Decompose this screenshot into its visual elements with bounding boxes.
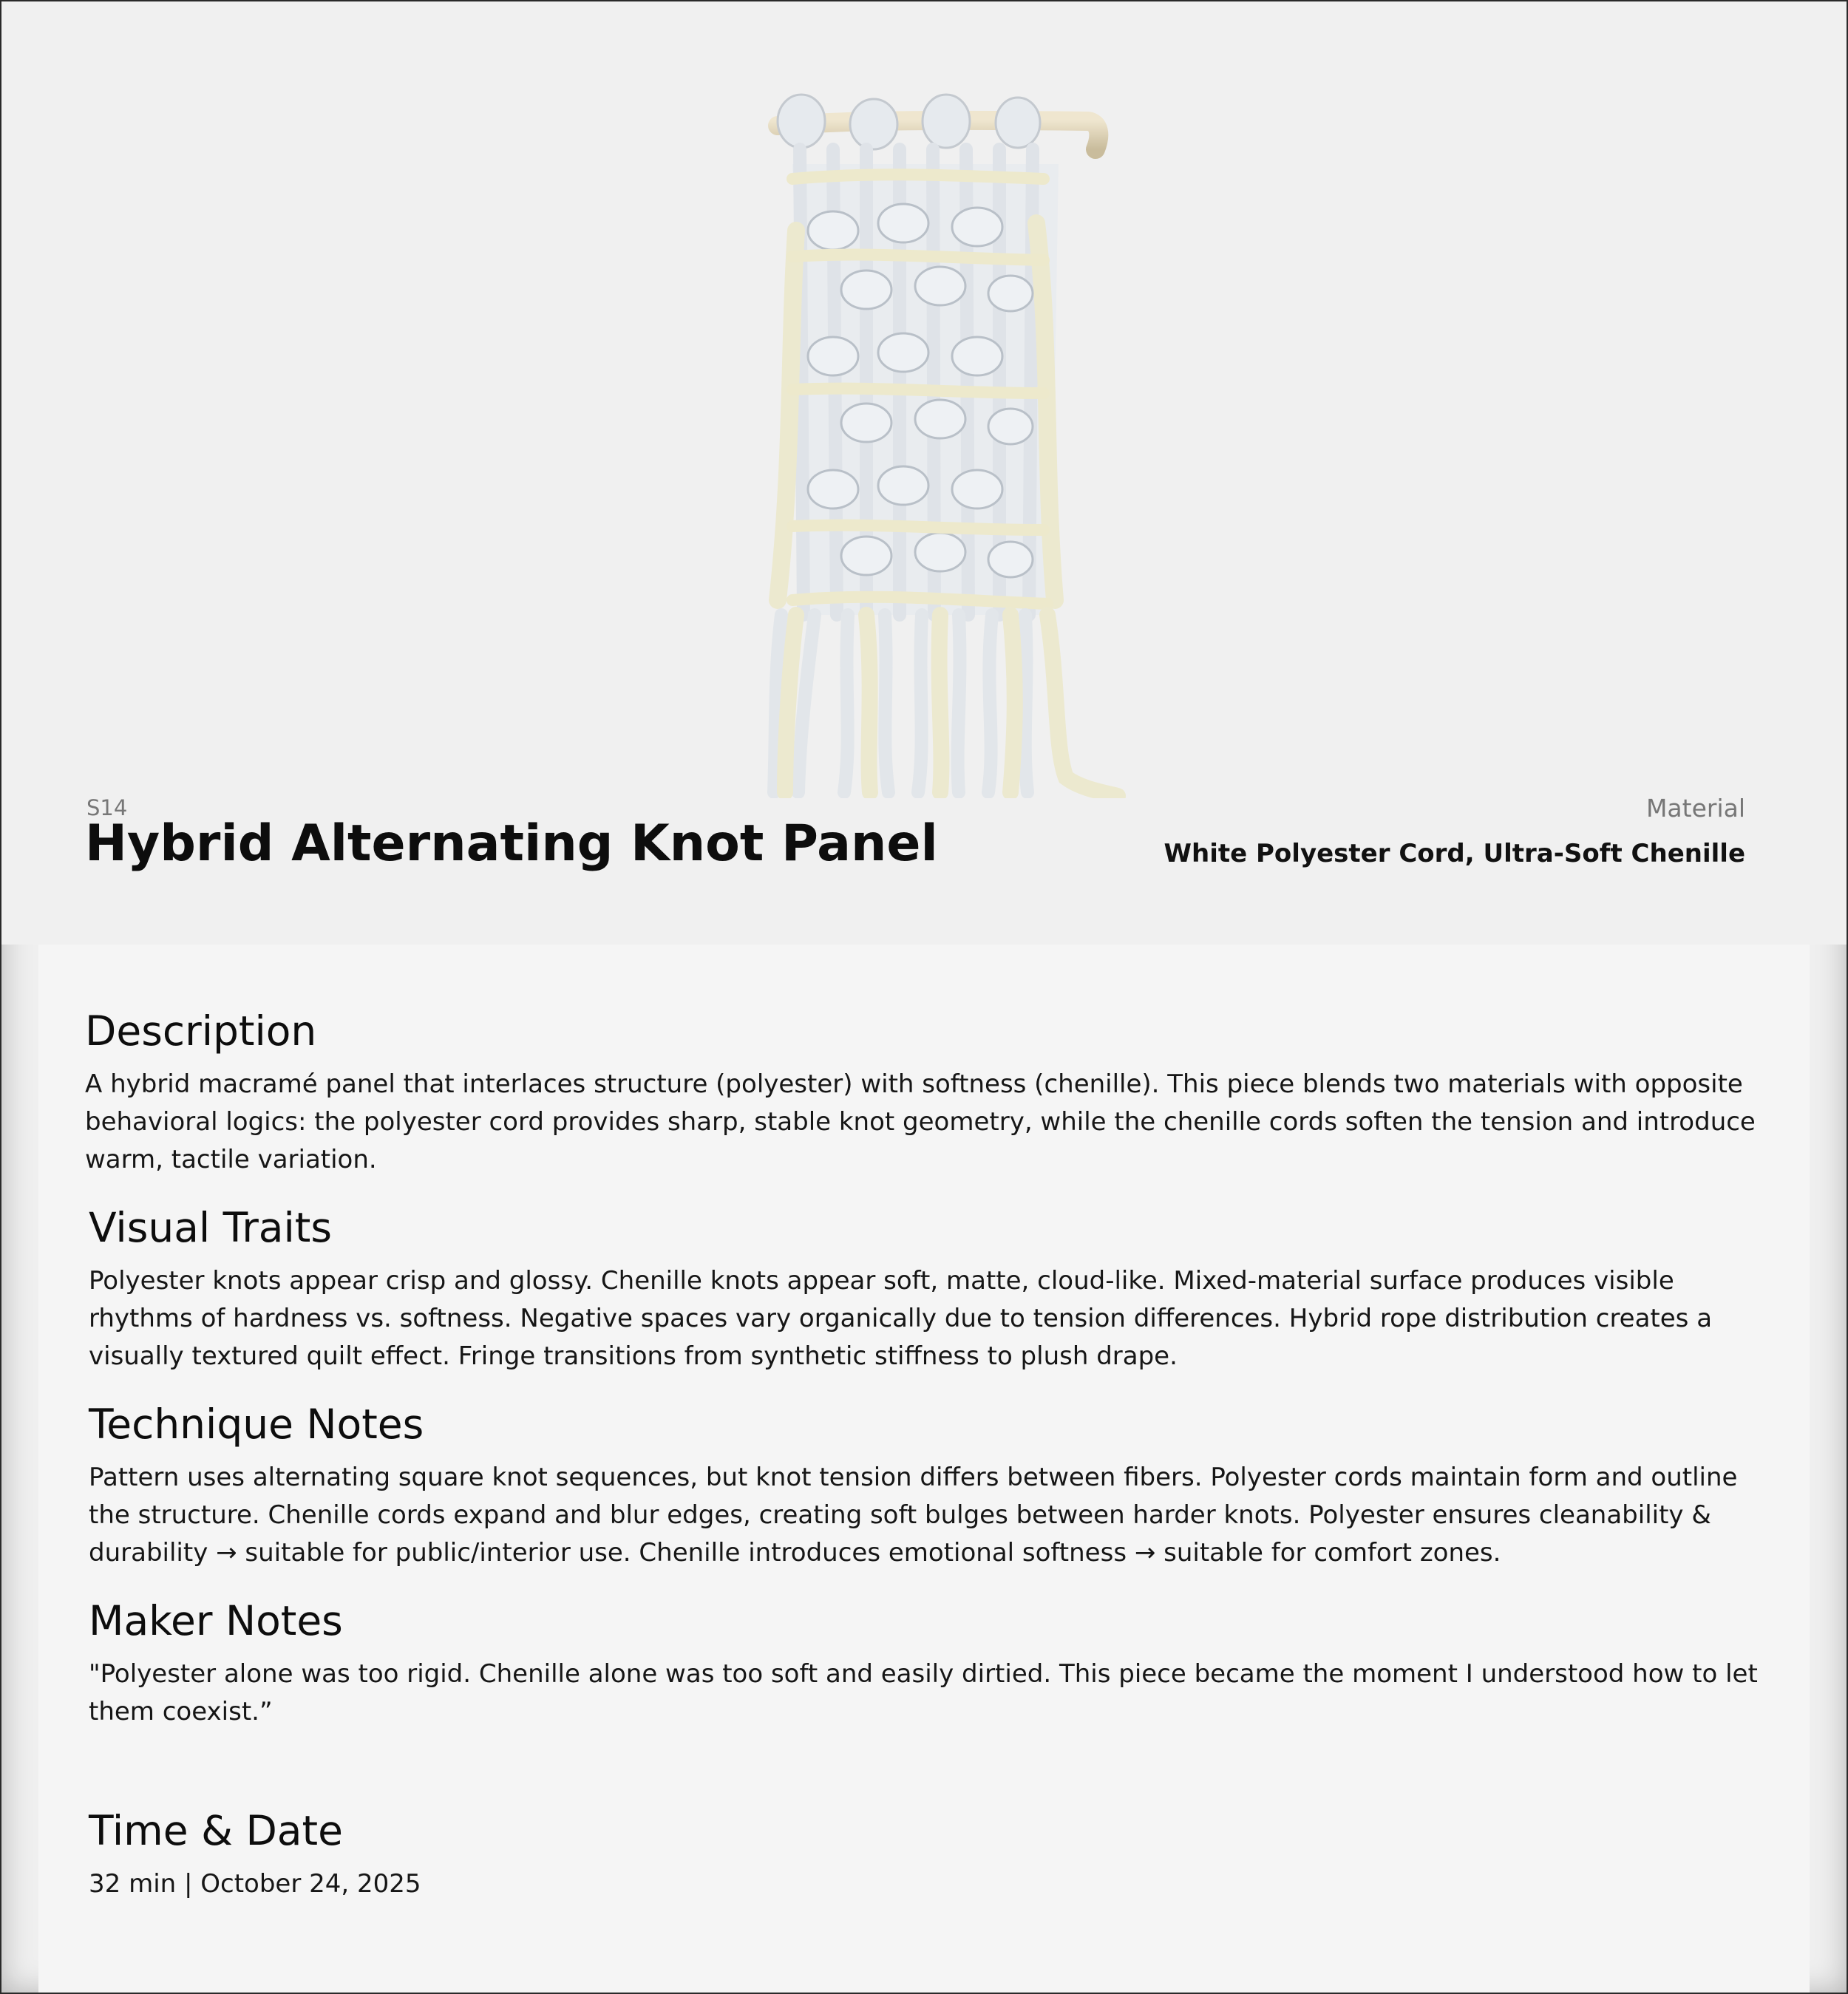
maker-notes-heading: Maker Notes <box>89 1597 343 1644</box>
time-date-heading: Time & Date <box>89 1807 343 1854</box>
description-section <box>85 1005 1756 1179</box>
page-title: Hybrid Alternating Knot Panel <box>85 814 938 873</box>
material-value: White Polyester Cord, Ultra-Soft Chenille <box>1164 839 1745 868</box>
description-body: A hybrid macramé panel that interlaces structure (polyester) with softness (chenille). This piece blends two materials with opposite behavioral logics: the polyester cord provides sharp, stable knot geometry, while the chenille cords soften the tension and introduce warm, tactile variation. <box>85 1069 1756 1174</box>
maker-notes-body: "Polyester alone was too rigid. Chenille alone was too soft and easily dirtied. This piece became the moment I understood how to let them coexist.” <box>89 1659 1758 1726</box>
visual-traits-body: Polyester knots appear crisp and glossy. Chenille knots appear soft, matte, cloud-like. Mixed-material surface produces visible rhythms of hardness vs. softness. Negative spaces vary organically due to tension differences. Hybrid rope distribution creates a visually textured quilt effect. Fringe transitions from synthetic stiffness to plush drape. <box>89 1266 1713 1371</box>
visual-traits-heading: Visual Traits <box>89 1204 333 1251</box>
material-label: Material <box>1645 794 1745 823</box>
maker-notes-section <box>89 1595 1759 1731</box>
macrame-panel-image <box>763 83 1147 798</box>
details-panel <box>38 945 1810 1993</box>
visual-traits-section <box>89 1202 1759 1375</box>
description-heading: Description <box>85 1007 317 1055</box>
hero-section <box>1 1 1847 945</box>
technique-notes-section <box>89 1398 1759 1572</box>
technique-notes-body: Pattern uses alternating square knot sequences, but knot tension differs between fibers. Polyester cords maintain form and outline the structure. Chenille cords expand and blur edges, creating soft bulges between harder knots. Polyester ensures cleanability & durability → suitable for public/interior use. Chenille introduces emotional softness → suitable for comfort zones. <box>89 1463 1738 1568</box>
time-date-section <box>89 1805 1759 1903</box>
piece-code: S14 <box>86 795 128 820</box>
time-date-body: 32 min | October 24, 2025 <box>89 1869 421 1899</box>
technique-notes-heading: Technique Notes <box>89 1401 424 1448</box>
macrame-illustration <box>763 83 1147 798</box>
